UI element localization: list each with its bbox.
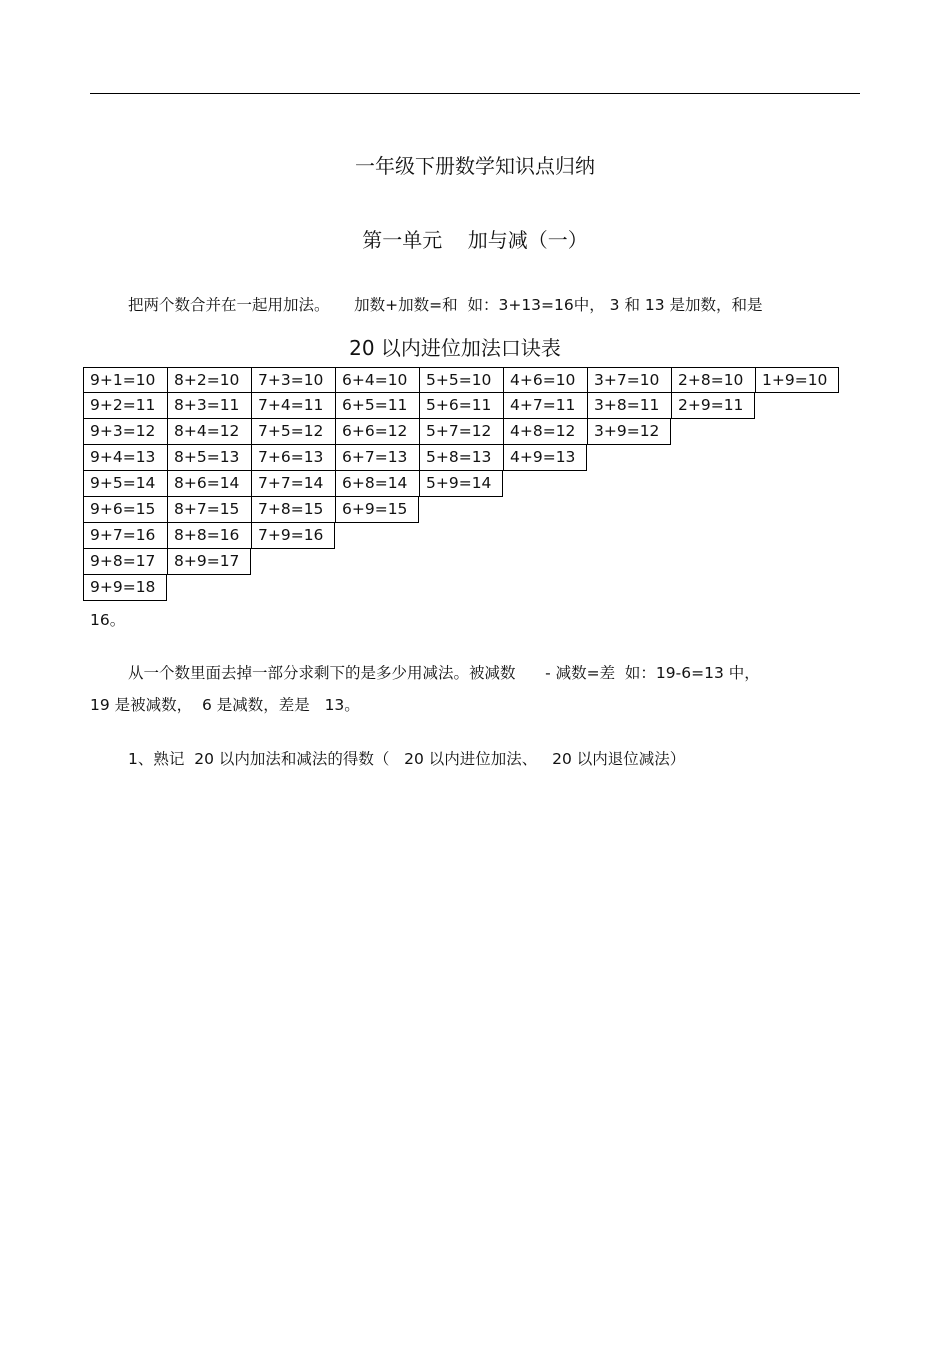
addition-definition-tail: 16。 — [90, 611, 126, 629]
unit-title: 第一单元 加与减（一） — [362, 228, 588, 252]
table-cell: 8+2=10 — [167, 367, 251, 393]
table-cell: 5+8=13 — [419, 445, 503, 471]
table-cell: 9+7=16 — [83, 523, 167, 549]
table-cell: 8+3=11 — [167, 393, 251, 419]
table-cell: 1+9=10 — [755, 367, 839, 393]
table-cell: 8+6=14 — [167, 471, 251, 497]
table-cell: 7+3=10 — [251, 367, 335, 393]
table-cell: 2+9=11 — [671, 393, 755, 419]
list-item-1: 1、熟记 20 以内加法和减法的得数（ 20 以内进位加法、 20 以内退位减法） — [128, 750, 686, 768]
subtraction-definition: 从一个数里面去掉一部分求剩下的是多少用减法。被减数 - 减数=差 如：19-6=13 中， — [128, 664, 760, 682]
table-cell: 6+6=12 — [335, 419, 419, 445]
table-cell: 5+7=12 — [419, 419, 503, 445]
table-cell: 6+9=15 — [335, 497, 419, 523]
table-cell: 9+2=11 — [83, 393, 167, 419]
table-cell: 5+5=10 — [419, 367, 503, 393]
table-cell: 9+8=17 — [83, 549, 167, 575]
table-cell: 3+8=11 — [587, 393, 671, 419]
table-cell: 4+8=12 — [503, 419, 587, 445]
table-cell: 8+7=15 — [167, 497, 251, 523]
table-cell: 7+9=16 — [251, 523, 335, 549]
table-cell: 7+7=14 — [251, 471, 335, 497]
table-cell: 4+7=11 — [503, 393, 587, 419]
document-title: 一年级下册数学知识点归纳 — [355, 154, 595, 178]
header-rule — [90, 93, 860, 94]
table-cell: 7+4=11 — [251, 393, 335, 419]
table-cell: 7+5=12 — [251, 419, 335, 445]
table-cell: 8+8=16 — [167, 523, 251, 549]
table-cell: 9+4=13 — [83, 445, 167, 471]
table-cell: 8+4=12 — [167, 419, 251, 445]
table-cell: 4+9=13 — [503, 445, 587, 471]
table-cell: 5+9=14 — [419, 471, 503, 497]
table-cell: 7+8=15 — [251, 497, 335, 523]
addition-definition: 把两个数合并在一起用加法。 加数+加数=和 如：3+13=16中， 3 和 13 是加数，和是 — [128, 296, 763, 314]
table-cell: 9+3=12 — [83, 419, 167, 445]
table-cell: 9+5=14 — [83, 471, 167, 497]
subtraction-definition-cont: 19 是被减数， 6 是减数，差是 13。 — [90, 696, 360, 714]
table-cell: 2+8=10 — [671, 367, 755, 393]
table-cell: 8+5=13 — [167, 445, 251, 471]
table-cell: 7+6=13 — [251, 445, 335, 471]
table-cell: 9+6=15 — [83, 497, 167, 523]
table-cell: 3+9=12 — [587, 419, 671, 445]
table-cell: 4+6=10 — [503, 367, 587, 393]
table-cell: 6+8=14 — [335, 471, 419, 497]
table-title: 20 以内进位加法口诀表 — [349, 336, 561, 360]
table-cell: 6+4=10 — [335, 367, 419, 393]
table-cell: 3+7=10 — [587, 367, 671, 393]
table-cell: 5+6=11 — [419, 393, 503, 419]
table-cell: 6+5=11 — [335, 393, 419, 419]
table-cell: 6+7=13 — [335, 445, 419, 471]
table-cell: 9+9=18 — [83, 575, 167, 601]
table-cell: 9+1=10 — [83, 367, 167, 393]
table-cell: 8+9=17 — [167, 549, 251, 575]
